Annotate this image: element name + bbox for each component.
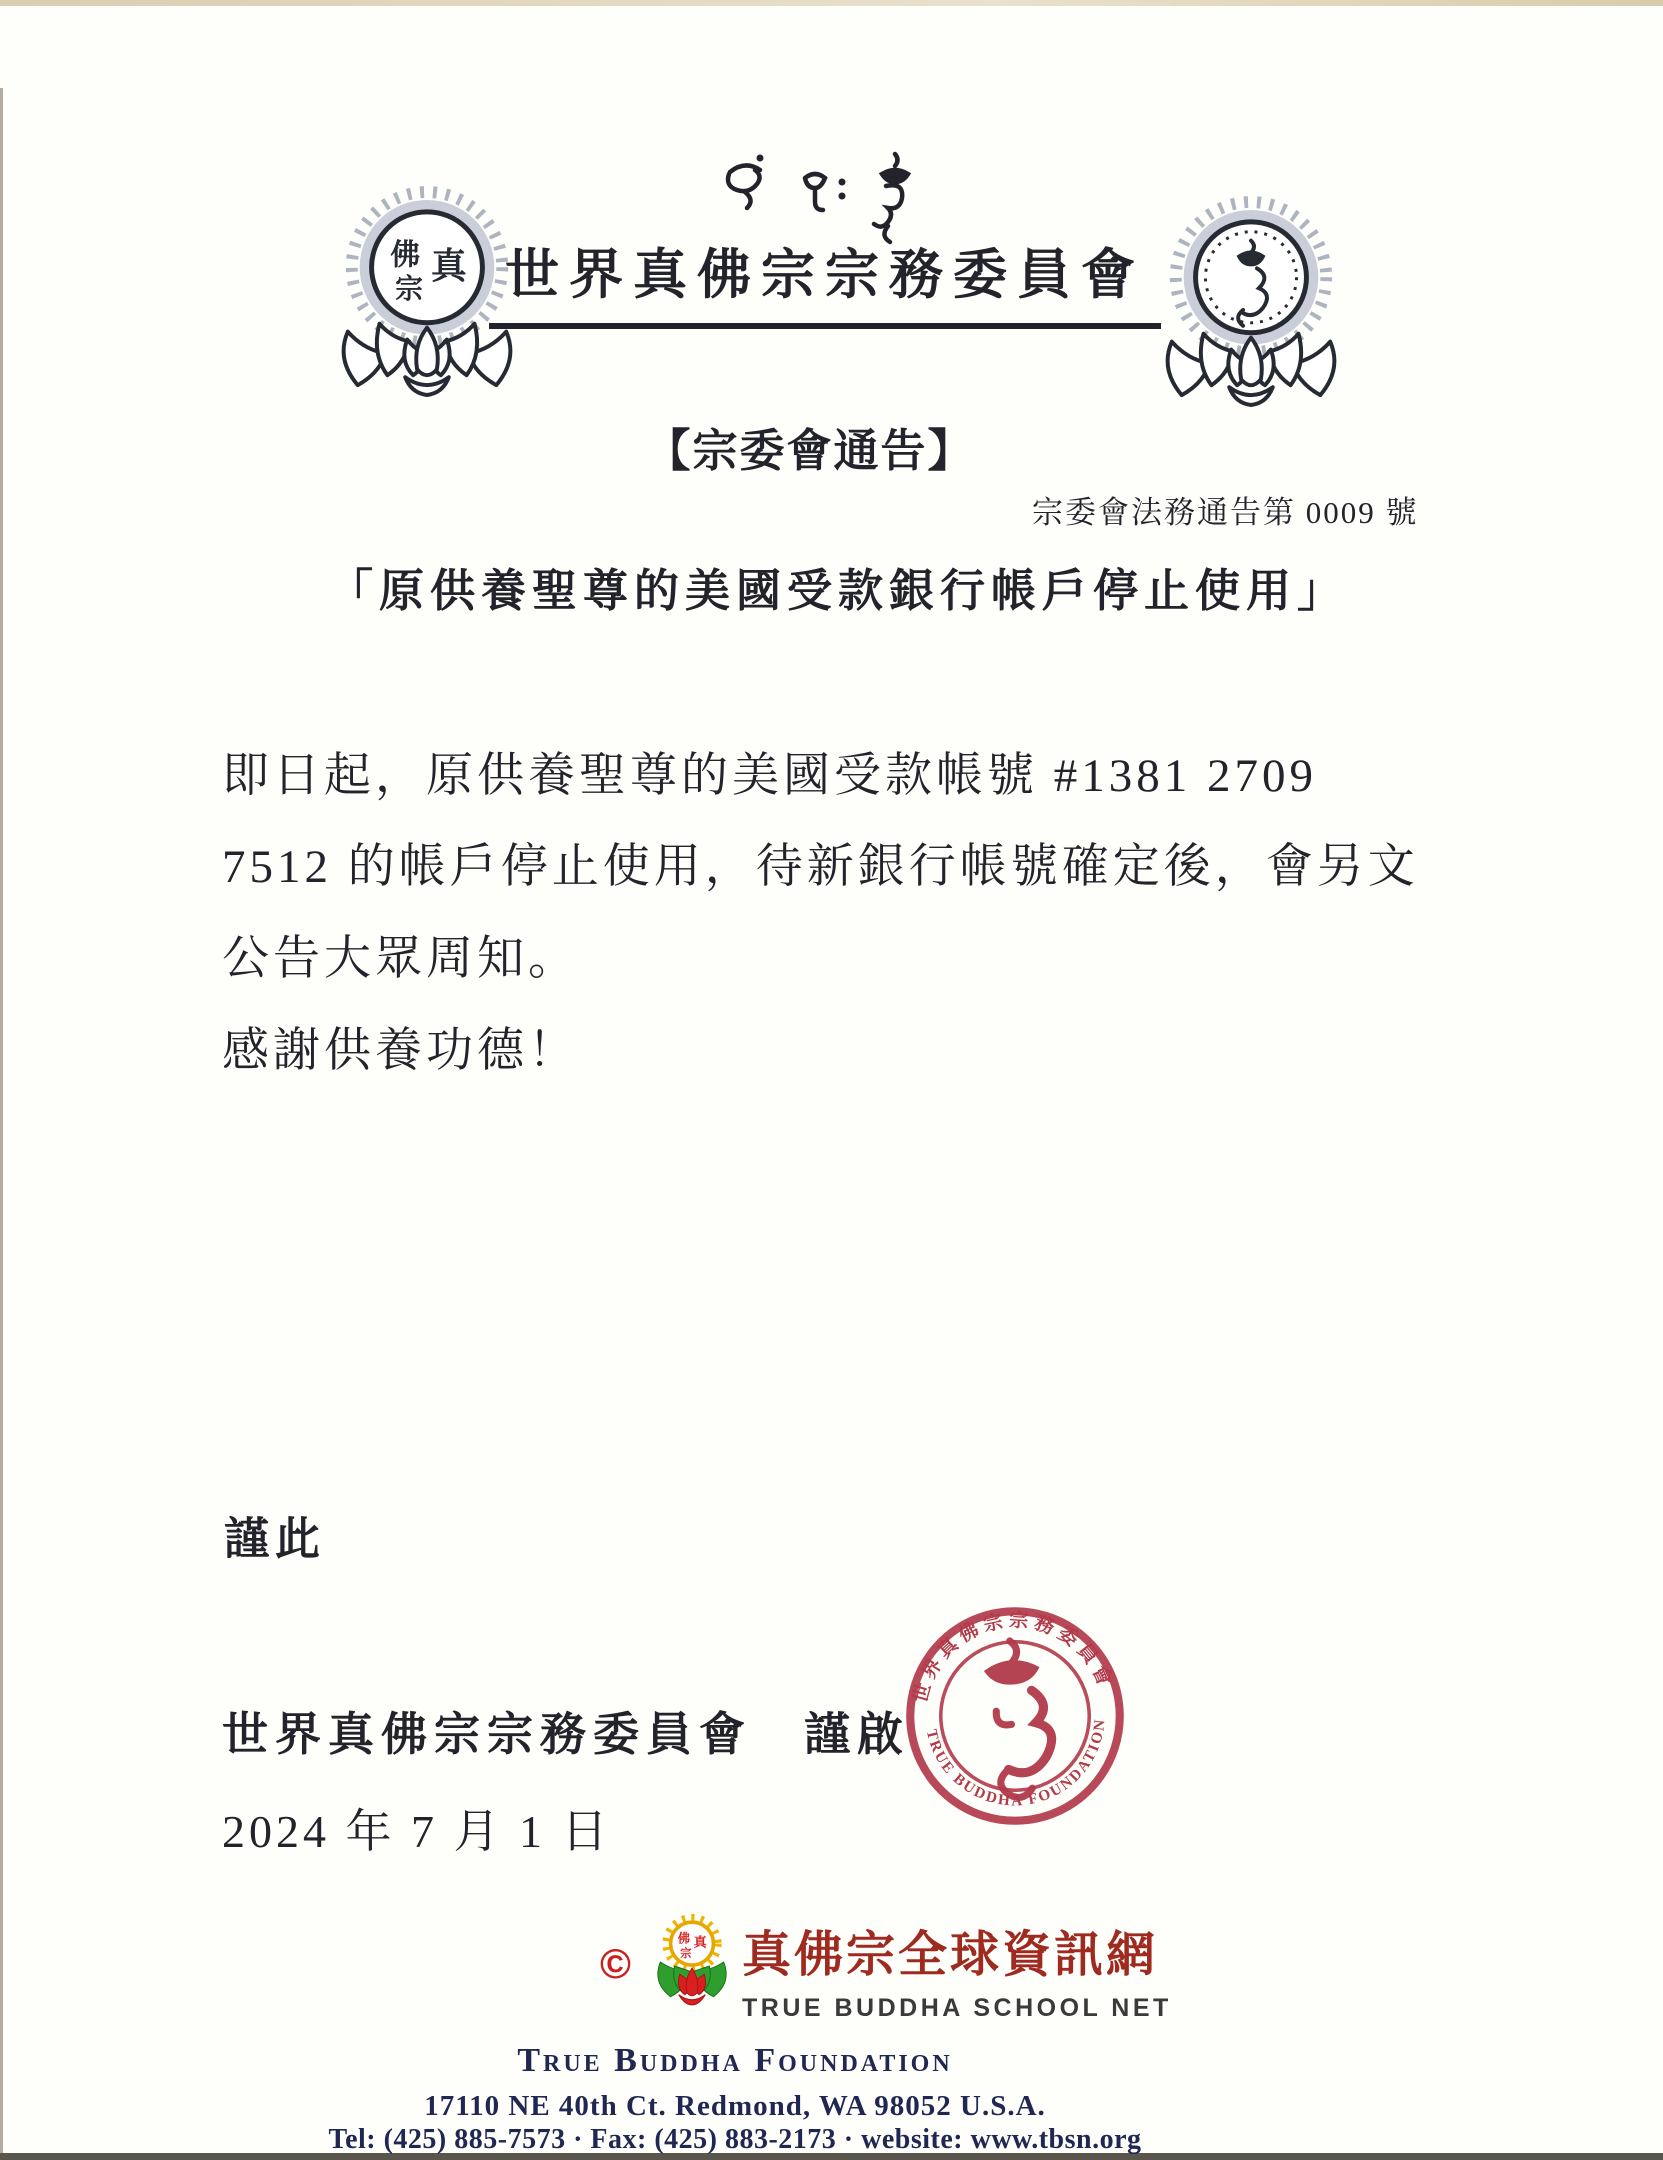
body-line: 公告大眾周知。 [222, 933, 579, 985]
copyright-icon: © [600, 1940, 631, 1987]
signature-suffix: 謹啟 [804, 1709, 910, 1760]
notice-number: 宗委會法務通告第 0009 號 [1032, 495, 1419, 530]
scan-edge-top [0, 0, 1663, 6]
svg-text:佛: 佛 [390, 239, 421, 272]
site-name-block [742, 1916, 1172, 2023]
scan-edge-left [0, 88, 3, 2160]
svg-text:世界真佛宗宗務委員會: 世界真佛宗宗務委員會 [910, 1610, 1117, 1706]
date-text: 2024 年 7 月 1 日 [222, 1806, 612, 1857]
org-title: 世界真佛宗宗務委員會 [489, 232, 1161, 329]
svg-text:真: 真 [430, 246, 467, 287]
svg-text:佛: 佛 [677, 1931, 690, 1946]
footer-address: 17110 NE 40th Ct. Redmond, WA 98052 U.S.A. [424, 2090, 1046, 2122]
svg-text:宗: 宗 [680, 1947, 692, 1960]
tbsn-lotus-emblem-icon [652, 1913, 732, 2010]
body-line: 即日起，原供養聖尊的美國受款帳號 #1381 2709 [222, 750, 1317, 802]
site-name-en: TRUE BUDDHA SCHOOL NET [742, 1994, 1172, 2022]
notice-subject: 「原供養聖尊的美國受款銀行帳戶停止使用」 [327, 566, 1349, 616]
svg-text:宗: 宗 [395, 272, 424, 304]
closing-text: 謹此 [224, 1514, 327, 1564]
site-name-zh: 真佛宗全球資訊網 [742, 1927, 1159, 1982]
school-crest-right-icon [1152, 192, 1350, 418]
footer-contact: Tel: (425) 885-7573 · Fax: (425) 883-2173 · website: www.tbsn.org [328, 2124, 1142, 2155]
svg-text:TRUE BUDDHA FOUNDATION: TRUE BUDDHA FOUNDATION [922, 1716, 1109, 1810]
notice-label: 【宗委會通告】 [645, 426, 975, 476]
foundation-seal-icon [895, 1586, 1135, 1845]
footer-org-name: True Buddha Foundation [517, 2042, 953, 2079]
svg-text:真: 真 [693, 1934, 707, 1950]
body-line: 7512 的帳戶停止使用，待新銀行帳號確定後，會另文 [222, 841, 1419, 893]
body-line: 感謝供養功德！ [222, 1025, 579, 1077]
signature-line [222, 1698, 910, 1764]
signature-org: 世界真佛宗宗務委員會 [222, 1709, 752, 1760]
